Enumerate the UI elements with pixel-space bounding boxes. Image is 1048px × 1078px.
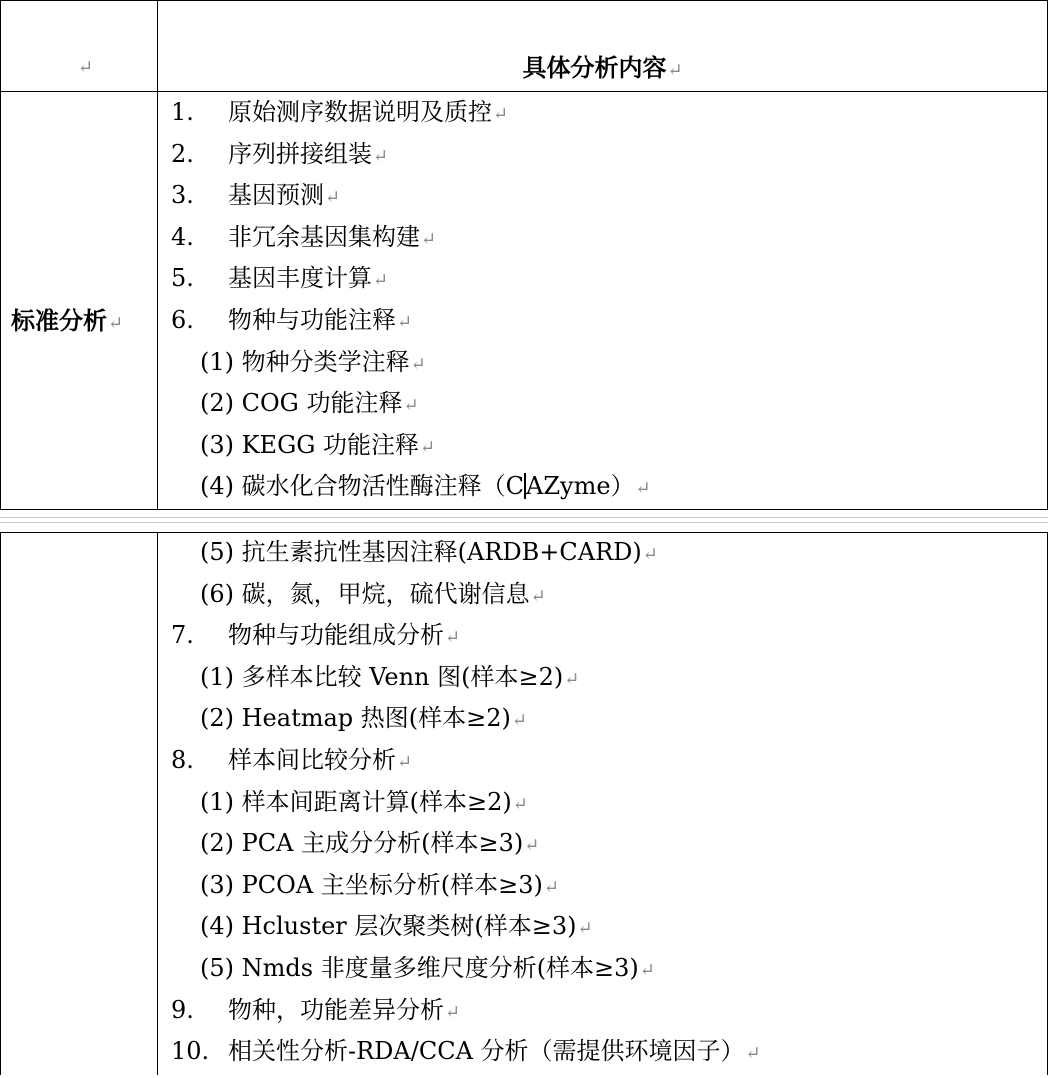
items_bottom-item[interactable] — [171, 537, 1044, 579]
item-number: 7. — [171, 621, 194, 650]
header-cell-title[interactable] — [158, 1, 1047, 91]
item-text: (5) Nmds 非度量多维尺度分析(样本≥3) — [200, 953, 639, 982]
item-text: (2) Heatmap 热图(样本≥2) — [200, 704, 511, 733]
column-title — [158, 53, 1047, 86]
analysis-list-bottom — [171, 537, 1044, 1078]
item-text: 相关性分析-RDA/CCA 分析（需提供环境因子） — [228, 1037, 745, 1066]
paragraph-mark-icon: ↵ — [577, 918, 593, 940]
page-edge-line — [0, 517, 1048, 518]
items_bottom-item[interactable] — [171, 703, 1044, 745]
paragraph-mark-icon: ↵ — [420, 436, 436, 458]
items_bottom-item[interactable] — [171, 579, 1044, 621]
column-title-text: 具体分析内容 — [522, 53, 667, 82]
paragraph-mark-icon: ↵ — [421, 228, 437, 250]
items_bottom-item[interactable] — [171, 995, 1044, 1037]
header-cell-empty[interactable] — [1, 1, 157, 91]
item-text: (4) Hcluster 层次聚类树(样本≥3) — [200, 912, 577, 941]
paragraph-mark-icon: ↵ — [667, 60, 683, 81]
paragraph-mark-icon: ↵ — [373, 270, 389, 292]
paragraph-mark-icon: ↵ — [325, 187, 341, 209]
item-text: (1) 多样本比较 Venn 图(样本≥2) — [200, 662, 564, 691]
items_top-item[interactable] — [171, 222, 1044, 264]
item-text: (2) PCA 主成分分析(样本≥3) — [200, 829, 524, 858]
paragraph-mark-icon: ↵ — [635, 478, 651, 500]
page-edge-line — [0, 522, 1048, 523]
paragraph-mark-icon: ↵ — [511, 710, 527, 732]
paragraph-mark-icon: ↵ — [524, 835, 540, 857]
items_bottom-item[interactable] — [171, 620, 1044, 662]
item-text: 物种与功能注释 — [228, 305, 396, 334]
paragraph-mark-icon: ↵ — [564, 668, 580, 690]
item-text: (5) 抗生素抗性基因注释(ARDB+CARD) — [200, 538, 642, 566]
paragraph-mark-icon: ↵ — [530, 585, 546, 607]
row-label-standard-analysis[interactable] — [11, 306, 123, 339]
item-number: 4. — [171, 222, 194, 251]
item-text: 基因丰度计算 — [228, 264, 372, 293]
item-text: (4) 碳水化合物活性酶注释（C — [200, 472, 524, 501]
paragraph-mark-icon: ↵ — [373, 145, 389, 167]
items_top-item[interactable] — [171, 430, 1044, 472]
item-text: (3) KEGG 功能注释 — [200, 430, 420, 459]
paragraph-mark-icon: ↵ — [397, 311, 413, 333]
paragraph-mark-icon: ↵ — [493, 104, 509, 125]
row-label-text: 标准分析 — [11, 306, 107, 335]
paragraph-mark-icon: ↵ — [445, 627, 461, 649]
item-text: 物种，功能差异分析 — [228, 995, 444, 1024]
paragraph-mark-icon: ↵ — [512, 793, 528, 815]
items_bottom-item[interactable] — [171, 953, 1044, 995]
item-number: 3. — [171, 181, 194, 210]
item-number: 2. — [171, 139, 194, 168]
items_top-item[interactable] — [171, 471, 1044, 513]
item-number: 1. — [171, 98, 194, 126]
item-text: (2) COG 功能注释 — [200, 389, 403, 418]
items_top-item[interactable] — [171, 388, 1044, 430]
items_bottom-item[interactable] — [171, 1036, 1044, 1078]
page-break-gap — [0, 510, 1048, 532]
items_top-item[interactable] — [171, 305, 1044, 347]
paragraph-mark-icon: ↵ — [639, 959, 655, 981]
items_top-item[interactable] — [171, 180, 1044, 222]
paragraph-mark-icon: ↵ — [445, 1001, 461, 1023]
paragraph-mark-icon: ↵ — [410, 353, 426, 375]
item-number: 9. — [171, 995, 194, 1024]
item-text: 样本间比较分析 — [228, 745, 396, 774]
item-number: 10. — [171, 1037, 210, 1066]
paragraph-mark-icon: ↵ — [108, 313, 124, 334]
item-text: (3) PCOA 主坐标分析(样本≥3) — [200, 870, 543, 899]
item-text: 序列拼接组装 — [228, 139, 372, 168]
items_bottom-item[interactable] — [171, 870, 1044, 912]
items_top-item[interactable] — [171, 97, 1044, 139]
column-divider — [157, 533, 158, 1075]
paragraph-mark-icon: ↵ — [78, 57, 94, 78]
item-text: (1) 物种分类学注释 — [200, 347, 410, 376]
item-text: 非冗余基因集构建 — [228, 222, 420, 251]
item-number: 6. — [171, 305, 194, 334]
header-row-divider — [1, 91, 1047, 92]
item-text: AZyme） — [526, 472, 635, 501]
item-text: (1) 样本间距离计算(样本≥2) — [200, 787, 512, 816]
items_bottom-item[interactable] — [171, 911, 1044, 953]
items_top-item[interactable] — [171, 263, 1044, 305]
paragraph-mark-icon: ↵ — [397, 751, 413, 773]
items_bottom-item[interactable] — [171, 828, 1044, 870]
items_top-item[interactable] — [171, 139, 1044, 181]
item-text: 基因预测 — [228, 181, 324, 210]
item-number: 5. — [171, 264, 194, 293]
analysis-list-top — [171, 97, 1044, 513]
items_bottom-item[interactable] — [171, 745, 1044, 787]
paragraph-mark-icon: ↵ — [403, 395, 419, 417]
item-number: 8. — [171, 745, 194, 774]
item-text: 原始测序数据说明及质控 — [228, 98, 492, 126]
item-text: (6) 碳，氮，甲烷，硫代谢信息 — [200, 579, 530, 608]
items_bottom-item[interactable] — [171, 662, 1044, 704]
paragraph-mark-icon: ↵ — [745, 1043, 761, 1065]
paragraph-mark-icon: ↵ — [642, 544, 658, 565]
items_bottom-item[interactable] — [171, 787, 1044, 829]
items_top-item[interactable] — [171, 347, 1044, 389]
paragraph-mark-icon: ↵ — [543, 876, 559, 898]
item-text: 物种与功能组成分析 — [228, 621, 444, 650]
